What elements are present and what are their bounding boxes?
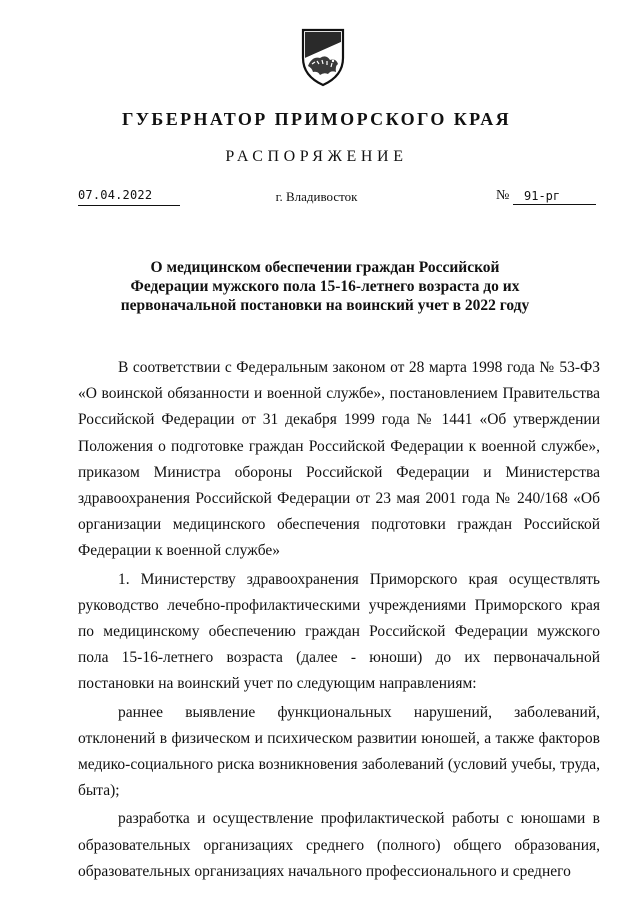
number-sign: №: [496, 188, 510, 203]
paragraph-direction-1: раннее выявление функциональных нарушений, заболеваний, отклонений в физическом и психическом развитии юношей, а также факторов медико-социального риска возникновения заболеваний (условий учебы, труда, быта);: [78, 703, 600, 800]
paragraph-direction-2: разработка и осуществление профилактической работы с юношами в образовательных организациях среднего (полного) общего образования, образовательных организациях начального профессионального и среднего: [78, 810, 600, 880]
paragraph-preamble: В соответствии с Федеральным законом от 28 марта 1998 года № 53-ФЗ «О воинской обязанности и военной службе», постановлением Правительства Российской Федерации от 31 декабря 1999 года № 1441 «Об утверждении Положения о подготовке граждан Российской Федерации к военной службе», приказом Министра обороны Российской Федерации и Министерства здравоохранения Российской Федерации от 23 мая 2001 года № 240/168 «Об организации медицинского обеспечения подготовки граждан Российской Федерации к военной службе»: [78, 359, 600, 560]
document-date: 07.04.2022: [78, 188, 153, 202]
document-subject: О медицинском обеспечении граждан Российской Федерации мужского пола 15-16-летнего возраста до их первоначальной постановки на воинский учет в 2022 году: [120, 259, 530, 314]
authority-title: ГУБЕРНАТОР ПРИМОРСКОГО КРАЯ: [121, 109, 512, 129]
document-body: [78, 355, 600, 885]
primorsky-krai-coat-of-arms-icon: [298, 28, 348, 88]
document-type-heading: РАСПОРЯЖЕНИЕ: [225, 148, 408, 165]
document-number: 91-рг: [524, 189, 561, 203]
paragraph-item-1: 1. Министерству здравоохранения Приморского края осуществлять руководство лечебно-профилактическими учреждениями Приморского края по медицинскому обеспечению граждан Российской Федерации мужского пола 15-16-летнего возраста (далее - юноши) до их первоначальной постановки на воинский учет по следующим направлениям:: [78, 570, 600, 693]
document-city: г. Владивосток: [275, 189, 358, 204]
document-number-field: [496, 188, 596, 205]
